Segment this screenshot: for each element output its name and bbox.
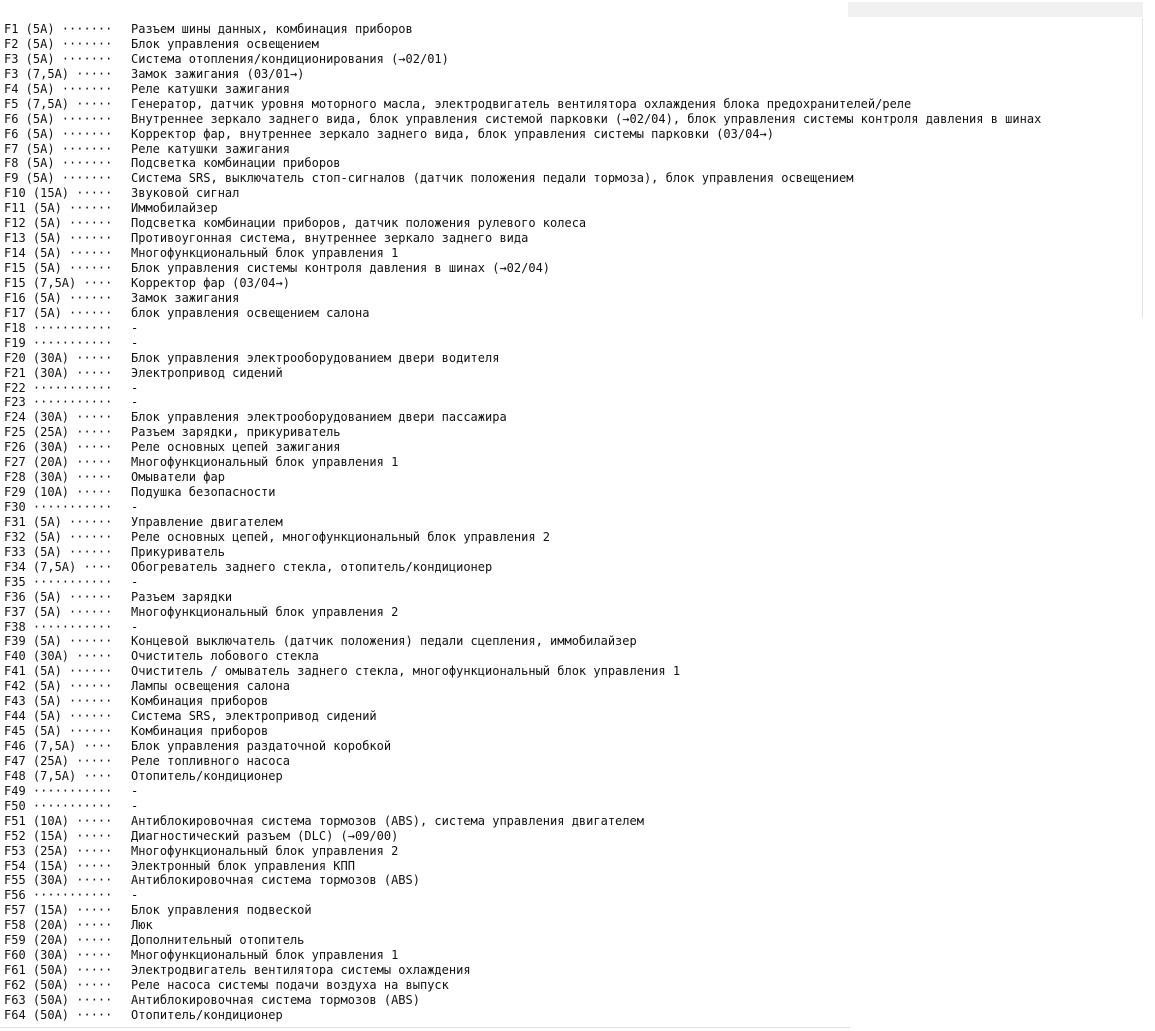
- fuse-code: F6 (5A) ·······: [4, 111, 113, 126]
- fuse-description: Корректор фар, внутреннее зеркало заднего вида, блок управления системы парковки (03/04→): [131, 126, 774, 141]
- fuse-row: [4, 888, 1144, 903]
- fuse-row: [4, 814, 1144, 829]
- fuse-description: Блок управления раздаточной коробкой: [131, 739, 392, 753]
- fuse-row: [4, 679, 1144, 694]
- fuse-description: Система отопления/кондиционирования (→02/01): [131, 51, 449, 66]
- fuse-row: [4, 859, 1144, 874]
- fuse-code: F1 (5A) ·······: [4, 22, 113, 36]
- fuse-description: Противоугонная система, внутреннее зеркало заднего вида: [131, 231, 529, 246]
- fuse-row: [4, 246, 1144, 261]
- fuse-row: [4, 545, 1144, 560]
- fuse-code: F24 (30A) ·····: [4, 410, 113, 425]
- fuse-description: Отопитель/кондиционер: [131, 1007, 283, 1022]
- fuse-row: [4, 993, 1144, 1008]
- fuse-code: F48 (7,5A) ····: [4, 768, 113, 783]
- fuse-description: Комбинация приборов: [131, 724, 269, 739]
- fuse-row: [4, 306, 1144, 321]
- fuse-code: F11 (5A) ······: [4, 201, 113, 216]
- fuse-code: F58 (20A) ·····: [4, 918, 113, 933]
- fuse-code: F45 (5A) ······: [4, 724, 113, 739]
- fuse-code: F17 (5A) ······: [4, 305, 113, 320]
- fuse-code: F28 (30A) ·····: [4, 470, 113, 485]
- fuse-row: [4, 37, 1144, 52]
- fuse-code: F39 (5A) ······: [4, 634, 113, 649]
- fuse-description: Подсветка комбинации приборов: [131, 156, 341, 171]
- fuse-row: [4, 276, 1144, 291]
- fuse-description: Очиститель / омыватель заднего стекла, многофункциональный блок управления 1: [131, 664, 681, 679]
- fuse-code: F2 (5A) ·······: [4, 36, 113, 51]
- fuse-row: [4, 321, 1144, 336]
- fuse-row: [4, 873, 1144, 888]
- fuse-row: [4, 410, 1144, 425]
- fuse-description: -: [131, 888, 139, 903]
- fuse-row: [4, 754, 1144, 769]
- fuse-code: F26 (30A) ·····: [4, 440, 113, 455]
- fuse-code: F61 (50A) ·····: [4, 963, 113, 978]
- fuse-description: -: [131, 783, 139, 798]
- fuse-row: [4, 515, 1144, 530]
- fuse-code: F4 (5A) ·······: [4, 81, 113, 96]
- top-shade-band: [848, 2, 1143, 17]
- fuse-description: Отопитель/кондиционер: [131, 768, 283, 783]
- fuse-description: Реле топливного насоса: [131, 753, 290, 768]
- fuse-code: F32 (5A) ······: [4, 529, 113, 544]
- fuse-row: [4, 112, 1144, 127]
- fuse-code: F21 (30A) ·····: [4, 365, 113, 380]
- fuse-description: Подсветка комбинации приборов, датчик положения рулевого колеса: [131, 216, 587, 231]
- fuse-row: [4, 201, 1144, 216]
- fuse-code: F41 (5A) ······: [4, 664, 113, 679]
- fuse-description: Реле основных цепей, многофункциональный блок управления 2: [131, 529, 551, 544]
- fuse-description: Прикуриватель: [131, 544, 225, 559]
- fuse-description: Электронный блок управления КПП: [131, 858, 355, 873]
- fuse-code: F36 (5A) ······: [4, 589, 113, 604]
- fuse-description: Подушка безопасности: [131, 485, 276, 500]
- fuse-row: [4, 485, 1144, 500]
- fuse-description: Дополнительный отопитель: [131, 933, 305, 948]
- fuse-row: [4, 724, 1144, 739]
- fuse-row: [4, 784, 1144, 799]
- fuse-row: [4, 620, 1144, 635]
- fuse-row: [4, 963, 1144, 978]
- fuse-code: F49 ···········: [4, 783, 113, 798]
- fuse-row: [4, 844, 1144, 859]
- fuse-row: [4, 336, 1144, 351]
- bottom-border-line: [0, 1027, 850, 1028]
- fuse-row: [4, 22, 1144, 37]
- fuse-row: [4, 664, 1144, 679]
- fuse-description: Система SRS, выключатель стоп-сигналов (датчик положения педали тормоза), блок управления освещением: [131, 171, 854, 186]
- fuse-row: [4, 366, 1144, 381]
- fuse-description: -: [131, 320, 139, 335]
- fuse-description: Блок управления электрооборудованием двери водителя: [131, 350, 500, 365]
- fuse-code: F9 (5A) ·······: [4, 171, 113, 186]
- fuse-code: F38 ···········: [4, 619, 113, 634]
- fuse-row: [4, 440, 1144, 455]
- fuse-code: F15 (7,5A) ····: [4, 275, 113, 290]
- fuse-code: F56 ···········: [4, 888, 113, 903]
- fuse-code: F44 (5A) ······: [4, 709, 113, 724]
- fuse-code: F27 (20A) ·····: [4, 455, 113, 470]
- fuse-row: [4, 156, 1144, 171]
- fuse-row: [4, 1008, 1144, 1023]
- fuse-row: [4, 739, 1144, 754]
- fuse-row: [4, 127, 1144, 142]
- fuse-description: Омыватели фар: [131, 470, 225, 485]
- fuse-code: F55 (30A) ·····: [4, 873, 113, 888]
- fuse-description: Корректор фар (03/04→): [131, 275, 290, 290]
- fuse-code: F52 (15A) ·····: [4, 828, 113, 843]
- fuse-description: Внутреннее зеркало заднего вида, блок управления системой парковки (→02/04), блок управления системы контроля давления в шинах: [131, 111, 1042, 126]
- fuse-description: -: [131, 335, 139, 350]
- fuse-description: Многофункциональный блок управления 1: [131, 455, 399, 470]
- fuse-row: [4, 351, 1144, 366]
- fuse-description: Антиблокировочная система тормозов (ABS): [131, 873, 420, 888]
- fuse-description: -: [131, 395, 139, 410]
- fuse-description: Реле катушки зажигания: [131, 81, 290, 96]
- fuse-row: [4, 530, 1144, 545]
- fuse-row: [4, 560, 1144, 575]
- fuse-row: [4, 649, 1144, 664]
- fuse-description: блок управления освещением салона: [131, 305, 370, 320]
- fuse-row: [4, 933, 1144, 948]
- fuse-code: F57 (15A) ·····: [4, 903, 113, 918]
- fuse-row: [4, 978, 1144, 993]
- fuse-description: -: [131, 574, 139, 589]
- fuse-code: F30 ···········: [4, 500, 113, 514]
- fuse-row: [4, 903, 1144, 918]
- fuse-code: F20 (30A) ·····: [4, 350, 113, 365]
- fuse-code: F40 (30A) ·····: [4, 649, 113, 664]
- fuse-row: [4, 216, 1144, 231]
- fuse-code: F31 (5A) ······: [4, 514, 113, 529]
- fuse-description: Многофункциональный блок управления 1: [131, 948, 399, 963]
- fuse-code: F46 (7,5A) ····: [4, 739, 113, 753]
- fuse-row: [4, 799, 1144, 814]
- fuse-code: F22 ···········: [4, 380, 113, 395]
- fuse-code: F13 (5A) ······: [4, 231, 113, 246]
- fuse-row: [4, 97, 1144, 112]
- fuse-row: [4, 575, 1144, 590]
- fuse-description: -: [131, 798, 139, 813]
- fuse-description: Комбинация приборов: [131, 694, 269, 709]
- fuse-code: F33 (5A) ······: [4, 544, 113, 559]
- fuse-code: F8 (5A) ·······: [4, 156, 113, 171]
- fuse-row: [4, 829, 1144, 844]
- fuse-description: Замок зажигания (03/01→): [131, 66, 305, 81]
- fuse-row: [4, 67, 1144, 82]
- fuse-code: F64 (50A) ·····: [4, 1007, 113, 1022]
- fuse-description: Многофункциональный блок управления 1: [131, 246, 399, 261]
- fuse-code: F3 (7,5A) ·····: [4, 66, 113, 81]
- fuse-description: Антиблокировочная система тормозов (ABS): [131, 992, 420, 1007]
- fuse-code: F10 (15A) ·····: [4, 186, 113, 201]
- fuse-description: Блок управления подвеской: [131, 903, 312, 918]
- fuse-code: F37 (5A) ······: [4, 604, 113, 619]
- fuse-code: F43 (5A) ······: [4, 694, 113, 709]
- fuse-description: Электродвигатель вентилятора системы охлаждения: [131, 963, 471, 978]
- fuse-row: [4, 186, 1144, 201]
- fuse-code: F51 (10A) ·····: [4, 813, 113, 828]
- fuse-code: F25 (25A) ·····: [4, 425, 113, 440]
- fuse-row: [4, 500, 1144, 515]
- fuse-code: F29 (10A) ·····: [4, 485, 113, 500]
- fuse-row: [4, 381, 1144, 396]
- fuse-code: F63 (50A) ·····: [4, 992, 113, 1007]
- fuse-code: F35 ···········: [4, 574, 113, 589]
- fuse-row: [4, 231, 1144, 246]
- fuse-description: Электропривод сидений: [131, 365, 283, 380]
- fuse-description: Система SRS, электропривод сидений: [131, 709, 377, 724]
- fuse-description: Замок зажигания: [131, 290, 240, 305]
- fuse-row: [4, 291, 1144, 306]
- fuse-description: -: [131, 380, 139, 395]
- fuse-code: F53 (25A) ·····: [4, 843, 113, 858]
- fuse-code: F47 (25A) ·····: [4, 753, 113, 768]
- fuse-row: [4, 634, 1144, 649]
- fuse-description: Антиблокировочная система тормозов (ABS), система управления двигателем: [131, 813, 644, 828]
- fuse-code: F34 (7,5A) ····: [4, 559, 113, 574]
- fuse-description: Блок управления освещением: [131, 36, 319, 51]
- fuse-row: [4, 52, 1144, 67]
- fuse-description: Очиститель лобового стекла: [131, 649, 319, 664]
- fuse-row: [4, 395, 1144, 410]
- fuse-code: F15 (5A) ······: [4, 261, 113, 275]
- fuse-row: [4, 82, 1144, 97]
- fuse-description: Люк: [131, 918, 153, 933]
- fuse-code: F50 ···········: [4, 798, 113, 813]
- fuse-description: Многофункциональный блок управления 2: [131, 604, 399, 619]
- fuse-row: [4, 470, 1144, 485]
- fuse-row: [4, 948, 1144, 963]
- fuse-row: [4, 918, 1144, 933]
- fuse-description: Иммобилайзер: [131, 201, 218, 216]
- fuse-description: Блок управления электрооборудованием двери пассажира: [131, 410, 507, 425]
- fuse-description: Разъем шины данных, комбинация приборов: [131, 22, 413, 36]
- fuse-row: [4, 171, 1144, 186]
- fuse-code: F60 (30A) ·····: [4, 948, 113, 963]
- fuse-code: F59 (20A) ·····: [4, 933, 113, 948]
- fuse-description: -: [131, 500, 139, 514]
- fuse-code: F3 (5A) ·······: [4, 51, 113, 66]
- fuse-description: Управление двигателем: [131, 514, 283, 529]
- fuse-description: Лампы освещения салона: [131, 679, 290, 694]
- fuse-description: Блок управления системы контроля давления в шинах (→02/04): [131, 261, 551, 275]
- fuse-code: F42 (5A) ······: [4, 679, 113, 694]
- fuse-code: F18 ···········: [4, 320, 113, 335]
- fuse-code: F19 ···········: [4, 335, 113, 350]
- fuse-row: [4, 769, 1144, 784]
- fuse-description: Разъем зарядки, прикуриватель: [131, 425, 341, 440]
- fuse-row: [4, 425, 1144, 440]
- fuse-description: -: [131, 619, 139, 634]
- fuse-row: [4, 261, 1144, 276]
- fuse-code: F5 (7,5A) ·····: [4, 96, 113, 111]
- fuse-code: F62 (50A) ·····: [4, 978, 113, 992]
- fuse-row: [4, 709, 1144, 724]
- fuse-row: [4, 142, 1144, 157]
- fuse-code: F12 (5A) ······: [4, 216, 113, 231]
- fuse-code: F16 (5A) ······: [4, 290, 113, 305]
- fuse-code: F14 (5A) ······: [4, 246, 113, 261]
- fuse-code: F7 (5A) ·······: [4, 141, 113, 156]
- fuse-code: F54 (15A) ·····: [4, 858, 113, 873]
- fuse-description: Генератор, датчик уровня моторного масла, электродвигатель вентилятора охлаждения блока предохранителей/реле: [131, 96, 912, 111]
- fuse-list: [4, 22, 1144, 1023]
- fuse-row: [4, 455, 1144, 470]
- fuse-description: Многофункциональный блок управления 2: [131, 843, 399, 858]
- fuse-description: Диагностический разъем (DLC) (→09/00): [131, 828, 399, 843]
- fuse-description: Реле основных цепей зажигания: [131, 440, 341, 455]
- fuse-code: F23 ···········: [4, 395, 113, 410]
- fuse-row: [4, 694, 1144, 709]
- fuse-description: Звуковой сигнал: [131, 186, 240, 201]
- fuse-description: Концевой выключатель (датчик положения) педали сцепления, иммобилайзер: [131, 634, 637, 649]
- fuse-description: Разъем зарядки: [131, 589, 233, 604]
- fuse-description: Реле катушки зажигания: [131, 141, 290, 156]
- fuse-row: [4, 605, 1144, 620]
- fuse-description: Реле насоса системы подачи воздуха на выпуск: [131, 978, 449, 992]
- fuse-description: Обогреватель заднего стекла, отопитель/кондиционер: [131, 559, 493, 574]
- fuse-row: [4, 590, 1144, 605]
- fuse-code: F6 (5A) ·······: [4, 126, 113, 141]
